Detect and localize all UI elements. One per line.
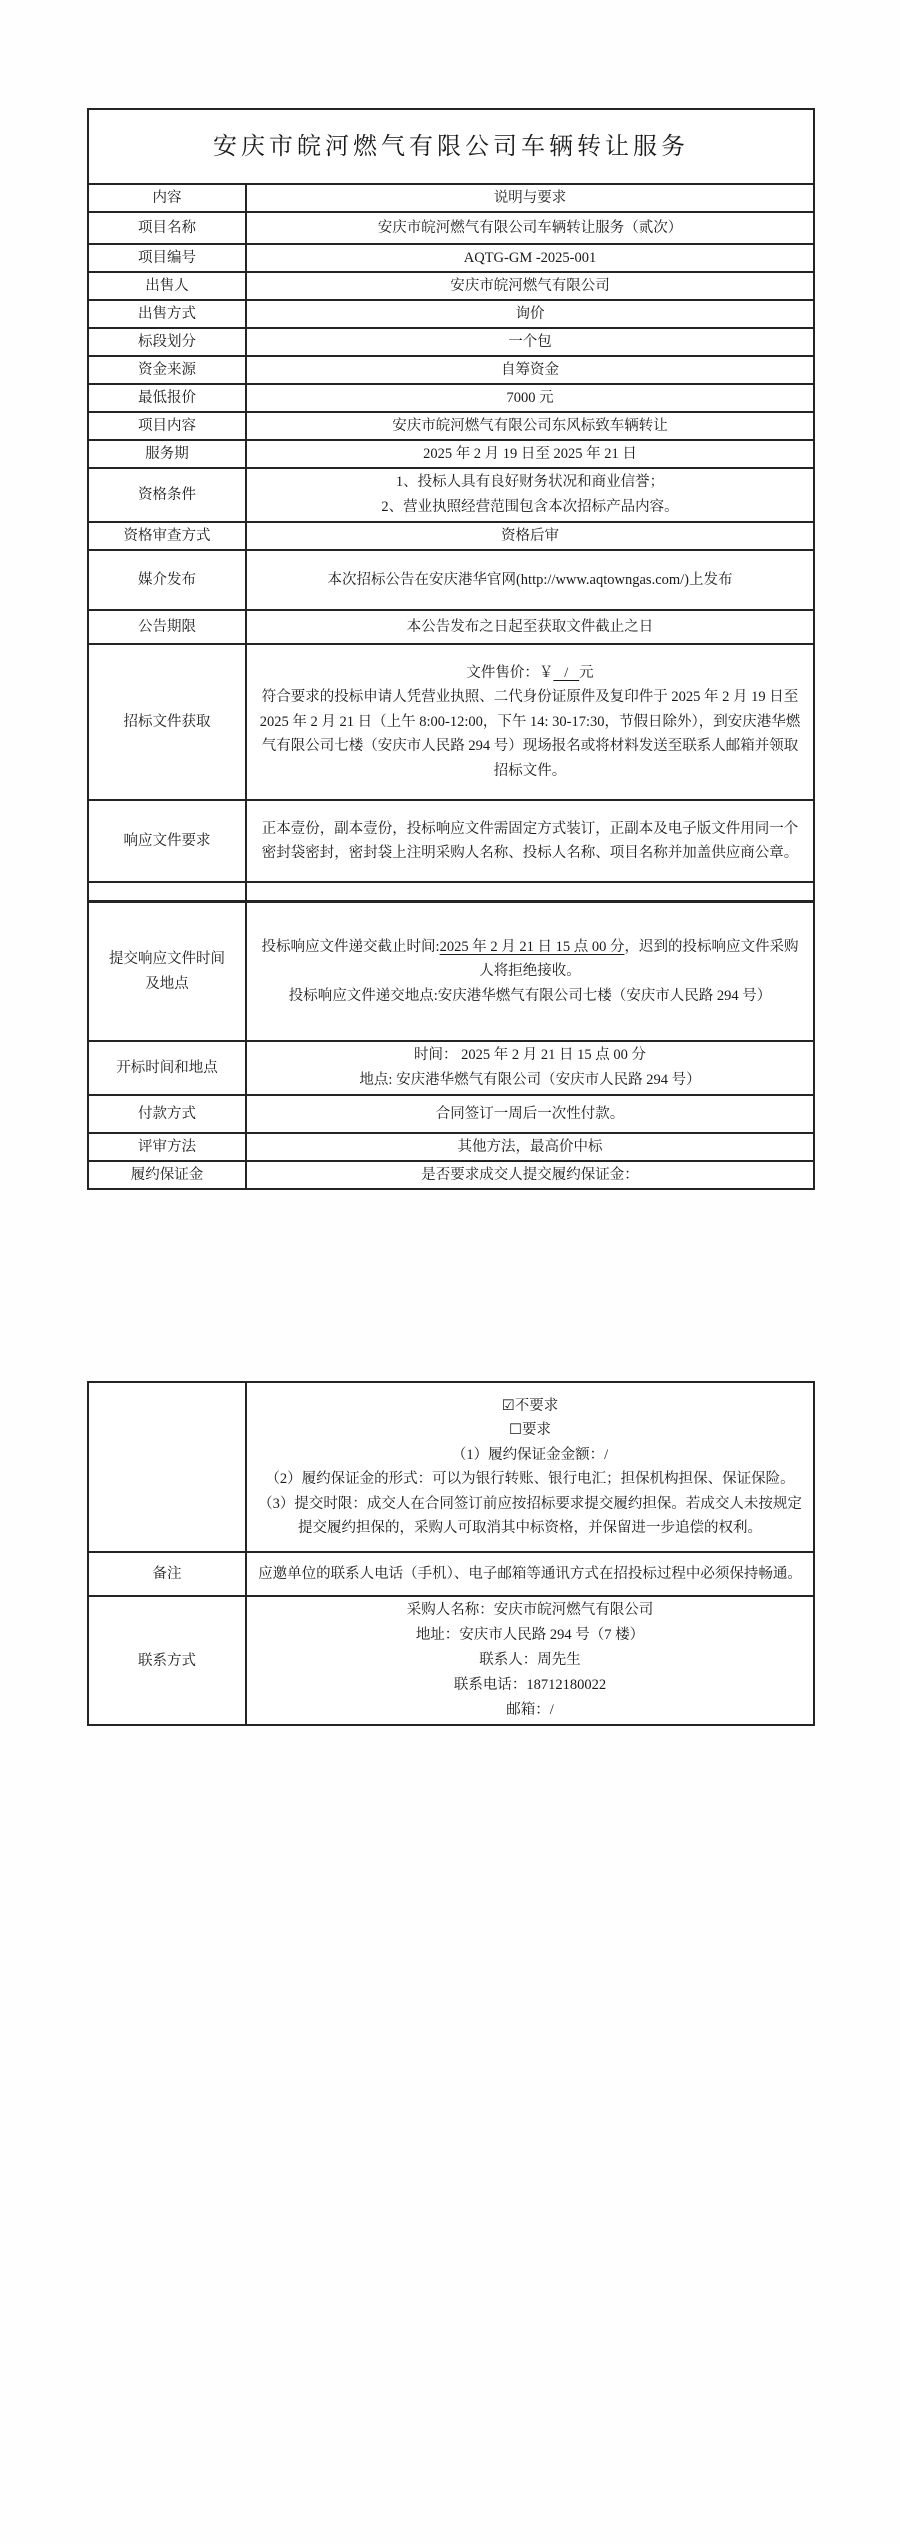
minimum-price-value: 7000 元 (246, 384, 814, 412)
project-content-value: 安庆市皖河燃气有限公司东风标致车辆转让 (246, 412, 814, 440)
payment-label: 付款方式 (88, 1095, 246, 1133)
lot-division-value: 一个包 (246, 328, 814, 356)
submission-label (88, 902, 246, 1042)
submission-label-line-1: 提交响应文件时间 (109, 950, 225, 967)
qualification-review-label: 资格审查方式 (88, 522, 246, 550)
deadline-prefix: 投标响应文件递交截止时间: (261, 938, 440, 955)
table-row-qualification-review (88, 522, 814, 550)
deadline-suffix: ，迟到的投标响应文件采购人将拒绝接收。 (479, 938, 799, 980)
contact-purchaser-line: 采购人名称：安庆市皖河燃气有限公司 (406, 1602, 654, 1618)
bond-detail-value (246, 1382, 814, 1552)
table-row-sale-method (88, 300, 814, 328)
remark-label: 备注 (88, 1552, 246, 1596)
response-requirements-label: 响应文件要求 (88, 800, 246, 882)
submission-value (246, 902, 814, 1042)
table-row-evaluation (88, 1133, 814, 1161)
qualification-line-1: 1、投标人具有良好财务状况和商业信誉； (395, 474, 665, 490)
table-row-seller (88, 272, 814, 300)
bid-opening-time-line: 时间： 2025 年 2 月 21 日 15 点 00 分 (414, 1047, 646, 1063)
bid-opening-value (246, 1041, 814, 1095)
table-row-project-content (88, 412, 814, 440)
seller-value: 安庆市皖河燃气有限公司 (246, 272, 814, 300)
sale-method-label: 出售方式 (88, 300, 246, 328)
table-row-remark (88, 1552, 814, 1596)
media-publication-value: 本次招标公告在安庆港华官网(http://www.aqtowngas.com/)上发布 (246, 550, 814, 610)
fund-source-value: 自筹资金 (246, 356, 814, 384)
bid-opening-label: 开标时间和地点 (88, 1041, 246, 1095)
project-number-value: AQTG-GM -2025-001 (246, 244, 814, 272)
contact-label: 联系方式 (88, 1596, 246, 1725)
table-row-document-obtain (88, 644, 814, 800)
table-row-service-period (88, 440, 814, 468)
table-row-contact (88, 1596, 814, 1725)
project-name-value: 安庆市皖河燃气有限公司车辆转让服务（贰次） (246, 212, 814, 244)
bid-opening-place-line: 地点: 安庆港华燃气有限公司（安庆市人民路 294 号） (359, 1072, 701, 1088)
evaluation-value: 其他方法，最高价中标 (246, 1133, 814, 1161)
submission-place-line: 投标响应文件递交地点:安庆港华燃气有限公司七楼（安庆市人民路 294 号） (288, 987, 772, 1004)
contact-person-line: 联系人：周先生 (479, 1652, 581, 1668)
table-row-minimum-price (88, 384, 814, 412)
header-label-cell: 内容 (88, 184, 246, 212)
table-spacer-row (88, 882, 814, 902)
evaluation-label: 评审方法 (88, 1133, 246, 1161)
submission-label-line-2: 及地点 (145, 975, 189, 992)
lot-division-label: 标段划分 (88, 328, 246, 356)
fund-source-label: 资金来源 (88, 356, 246, 384)
bond-option-required (257, 1418, 803, 1443)
spacer-label-cell (88, 882, 246, 902)
table-header-row (88, 184, 814, 212)
table-row-submission (88, 902, 814, 1042)
bond-option-not-required-label: 不要求 (514, 1397, 559, 1414)
table-row-performance-bond (88, 1161, 814, 1189)
bond-item-3: （3）提交时限：成交人在合同签订前应按招标要求提交履约担保。若成交人未按规定提交履约担保的，采购人可取消其中标资格，并保留进一步追偿的权利。 (258, 1495, 802, 1536)
table-row-response-requirements (88, 800, 814, 882)
qualification-review-value: 资格后审 (246, 522, 814, 550)
table-row-bond-detail (88, 1382, 814, 1552)
spacer-value-cell (246, 882, 814, 902)
project-number-label: 项目编号 (88, 244, 246, 272)
contact-email-line: 邮箱：/ (506, 1702, 554, 1718)
payment-value: 合同签订一周后一次性付款。 (246, 1095, 814, 1133)
checked-checkbox-icon: ☑ (501, 1397, 515, 1414)
performance-bond-value: 是否要求成交人提交履约保证金： (246, 1161, 814, 1189)
qualification-label: 资格条件 (88, 468, 246, 522)
document-obtain-value (246, 644, 814, 800)
bond-item-2: （2）履约保证金的形式：可以为银行转账、银行电汇；担保机构担保、保证保险。 (265, 1471, 795, 1487)
document-obtain-paragraph: 符合要求的投标申请人凭营业执照、二代身份证原件及复印件于 2025 年 2 月 19 日至 2025 年 2 月 21 日（上午 8:00-12:00，下午 14: 30-17:30，节假日除外），到安庆港华燃气有限公司七楼（安庆市人民路 294 号）现场报名或将材料发送至联系人邮箱并领取招标文件。 (259, 689, 801, 779)
price-blank-underline: / (553, 664, 580, 681)
deadline-underline: 2025 年 2 月 21 日 15 点 00 分 (439, 938, 625, 955)
document-price-line (257, 661, 803, 686)
sale-method-value: 询价 (246, 300, 814, 328)
header-value-cell: 说明与要求 (246, 184, 814, 212)
bond-item-1: （1）履约保证金金额：/ (451, 1446, 609, 1463)
tender-notice-table-continuation (87, 1381, 815, 1726)
table-row-notice-period (88, 610, 814, 644)
contact-address-line: 地址：安庆市人民路 294 号（7 楼） (415, 1627, 645, 1643)
table-row-qualification (88, 468, 814, 522)
remark-value: 应邀单位的联系人电话（手机）、电子邮箱等通讯方式在招投标过程中必须保持畅通。 (246, 1552, 814, 1596)
qualification-line-2: 2、营业执照经营范围包含本次招标产品内容。 (381, 499, 679, 515)
seller-label: 出售人 (88, 272, 246, 300)
service-period-label: 服务期 (88, 440, 246, 468)
notice-period-label: 公告期限 (88, 610, 246, 644)
table-row-lot-division (88, 328, 814, 356)
contact-phone-line: 联系电话：18712180022 (453, 1677, 607, 1693)
title-row (88, 109, 814, 184)
document-obtain-label: 招标文件获取 (88, 644, 246, 800)
unchecked-checkbox-icon: ☐ (509, 1422, 522, 1438)
document-title: 安庆市皖河燃气有限公司车辆转让服务 (88, 109, 814, 184)
tender-notice-table (87, 108, 815, 1190)
notice-period-value: 本公告发布之日起至获取文件截止之日 (246, 610, 814, 644)
response-requirements-value: 正本壹份，副本壹份，投标响应文件需固定方式装订，正副本及电子版文件用同一个密封袋密封，密封袋上注明采购人名称、投标人名称、项目名称并加盖供应商公章。 (246, 800, 814, 882)
table-row-payment (88, 1095, 814, 1133)
submission-deadline-line (257, 935, 803, 984)
price-suffix: 元 (579, 664, 594, 681)
contact-value (246, 1596, 814, 1725)
media-publication-label: 媒介发布 (88, 550, 246, 610)
bond-detail-empty-label-cell (88, 1382, 246, 1552)
table-row-project-name (88, 212, 814, 244)
project-content-label: 项目内容 (88, 412, 246, 440)
price-prefix: 文件售价：￥ (466, 664, 554, 681)
bond-option-not-required (257, 1394, 803, 1419)
service-period-value: 2025 年 2 月 19 日至 2025 年 21 日 (246, 440, 814, 468)
table-row-project-number (88, 244, 814, 272)
table-row-bid-opening (88, 1041, 814, 1095)
project-name-label: 项目名称 (88, 212, 246, 244)
qualification-value (246, 468, 814, 522)
table-row-media-publication (88, 550, 814, 610)
minimum-price-label: 最低报价 (88, 384, 246, 412)
table-row-fund-source (88, 356, 814, 384)
performance-bond-label: 履约保证金 (88, 1161, 246, 1189)
bond-option-required-label: 要求 (522, 1422, 551, 1438)
